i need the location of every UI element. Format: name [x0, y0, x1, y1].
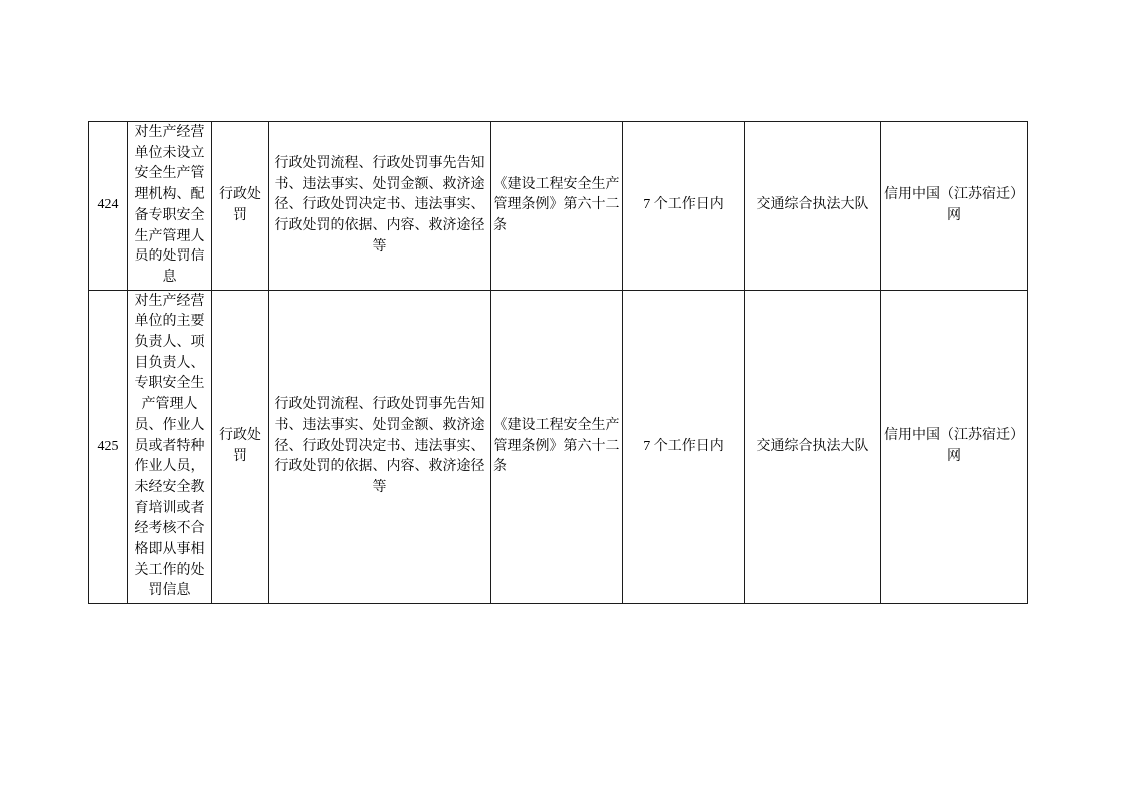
cell-disclosure-item: 对生产经营单位未设立安全生产管理机构、配备专职安全生产管理人员的处罚信息: [128, 122, 212, 291]
cell-legal-basis: 《建设工程安全生产管理条例》第六十二条: [491, 122, 623, 291]
table-row: [89, 122, 1028, 291]
cell-sequence-number: 424: [89, 122, 128, 291]
cell-disclosure-platform: 信用中国（江苏宿迁）网: [881, 122, 1028, 291]
cell-sequence-number: 425: [89, 290, 128, 604]
penalty-info-table: [88, 121, 1028, 604]
cell-disclosure-platform: 信用中国（江苏宿迁）网: [881, 290, 1028, 604]
cell-responsible-unit: 交通综合执法大队: [745, 290, 881, 604]
cell-penalty-type: 行政处罚: [212, 122, 269, 291]
cell-responsible-unit: 交通综合执法大队: [745, 122, 881, 291]
table-row: [89, 290, 1028, 604]
cell-time-limit: 7 个工作日内: [623, 122, 745, 291]
cell-disclosure-content: 行政处罚流程、行政处罚事先告知书、违法事实、处罚金额、救济途径、行政处罚决定书、违法事实、行政处罚的依据、内容、救济途径等: [269, 122, 491, 291]
penalty-info-table-container: [88, 121, 1028, 604]
cell-disclosure-item: 对生产经营单位的主要负责人、项目负责人、专职安全生产管理人员、作业人员或者特种作业人员，未经安全教育培训或者经考核不合格即从事相关工作的处罚信息: [128, 290, 212, 604]
cell-disclosure-content: 行政处罚流程、行政处罚事先告知书、违法事实、处罚金额、救济途径、行政处罚决定书、违法事实、行政处罚的依据、内容、救济途径等: [269, 290, 491, 604]
cell-time-limit: 7 个工作日内: [623, 290, 745, 604]
cell-legal-basis: 《建设工程安全生产管理条例》第六十二条: [491, 290, 623, 604]
cell-penalty-type: 行政处罚: [212, 290, 269, 604]
